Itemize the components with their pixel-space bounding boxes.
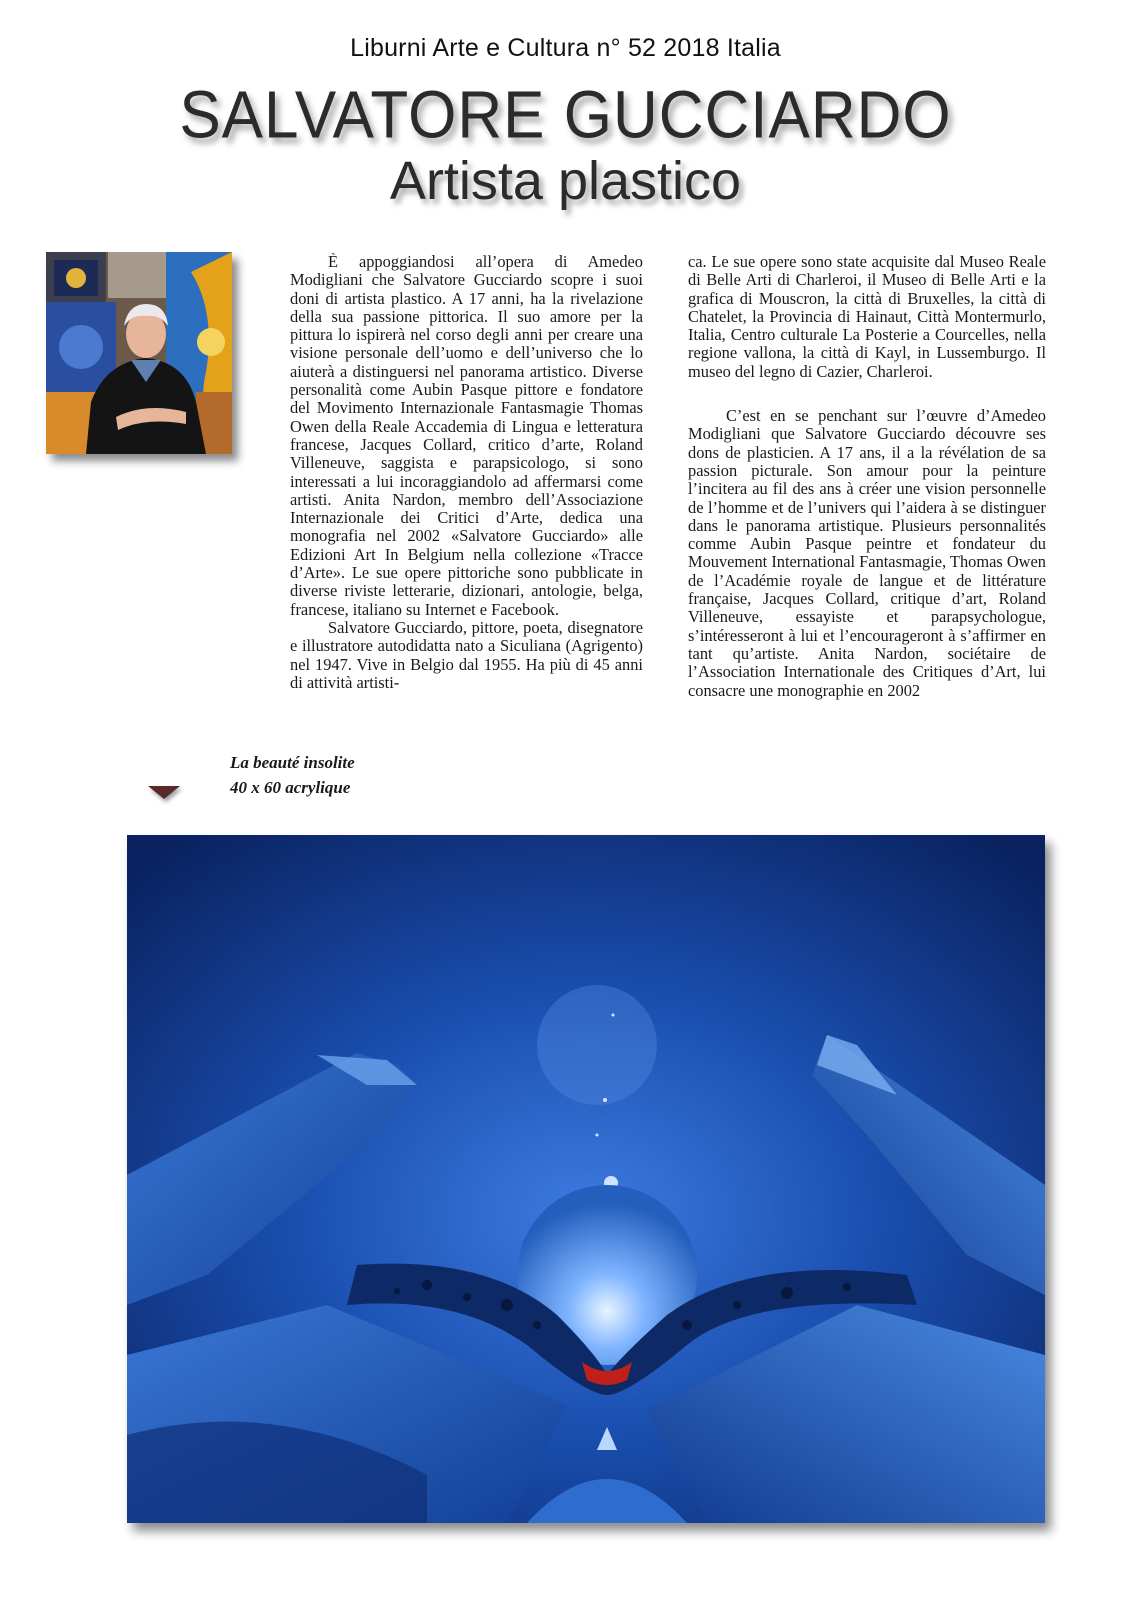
text-column-right <box>688 253 1046 733</box>
caption-arrow-icon <box>148 786 180 799</box>
text-column-left <box>290 253 643 733</box>
painting-detail: 40 x 60 acrylique <box>230 778 351 797</box>
painting-title: La beauté insolite <box>230 753 355 772</box>
paragraph-italian-1: È appoggiandosi all’opera di Amedeo Modigliani che Salvatore Gucciardo scopre i suoi doni di artista plastico. A 17 anni, ha la rivelazione della sua passione pittorica. Il suo amore per la pittura lo ispirerà nel corso degli anni per creare una visione personale dell’uomo e dell’universo che lo aiuterà a distinguersi nel panorama artistico. Diverse personalità come Aubin Pasque pittore e fondatore del Movimento Internazionale Fantasmagie Thomas Owen della Reale Accademia di Lingua e letteratura francese, Jacques Collard, critico d’arte, Roland Villeneuve, saggista e parapsicologo, si sono interessati a lui incoraggiandolo ad affermarsi come artisti. Anita Nardon, membro dell’Associazione Internazionale dei Critici d’Arte, dedica una monografia nel 2002 «Salvatore Gucciardo» alle Edizioni Art In Belgium nella collezione «Tracce d’Arte». Le sue opere pittoriche sono pubblicate in diverse riviste letterarie, dizionari, antologie, belga, francese, italiano su Internet e Facebook. <box>290 253 643 619</box>
article-title: SALVATORE GUCCIARDO <box>179 78 952 153</box>
paragraph-french-1: C’est en se penchant sur l’œuvre d’Amedeo Modigliani que Salvatore Gucciardo découvre ses dons de plasticien. A 17 ans, il a la révélation de sa passion picturale. Son amour pour la peinture l’incitera au fil des ans à créer une vision personnelle de l’homme et de l’univers qui l’aidera à se distinguer dans le panorama artistique. Plusieurs personnalités comme Aubin Pasque peintre et fondateur du Mouvement International Fantasmagie, Thomas Owen de l’Académie royale de langue et de littérature française, Jacques Collard, critique d’art, Roland Villeneuve, essayiste et parapsychologue, s’intéresseront à lui et l’encourageront à s’affirmer en tant qu’artiste. Anita Nardon, sociétaire de l’Association Internationale des Critiques d’Art, lui consacre une monographie en 2002 <box>688 406 1046 700</box>
artist-portrait-photo <box>46 252 232 454</box>
painting-caption <box>230 750 355 800</box>
magazine-header: Liburni Arte e Cultura n° 52 2018 Italia <box>350 34 781 62</box>
paragraph-italian-3: ca. Le sue opere sono state acquisite dal Museo Reale di Belle Arti di Charleroi, il Museo di Belle Arti e la grafica di Mouscron, la città di Bruxelles, la città di Chatelet, la Provincia di Hainaut, Città Montermurlo, Italia, Centro culturale La Posterie a Courcelles, nella regione vallona, la città di Kayl, in Lussemburgo. Il museo del legno di Cazier, Charleroi. <box>688 253 1046 381</box>
painting-image <box>127 835 1045 1523</box>
article-subtitle: Artista plastico <box>389 151 742 211</box>
paragraph-italian-2: Salvatore Gucciardo, pittore, poeta, disegnatore e illustratore autodidatta nato a Siculiana (Agrigento) nel 1947. Vive in Belgio dal 1955. Ha più di 45 anni di attività artisti- <box>290 617 643 692</box>
